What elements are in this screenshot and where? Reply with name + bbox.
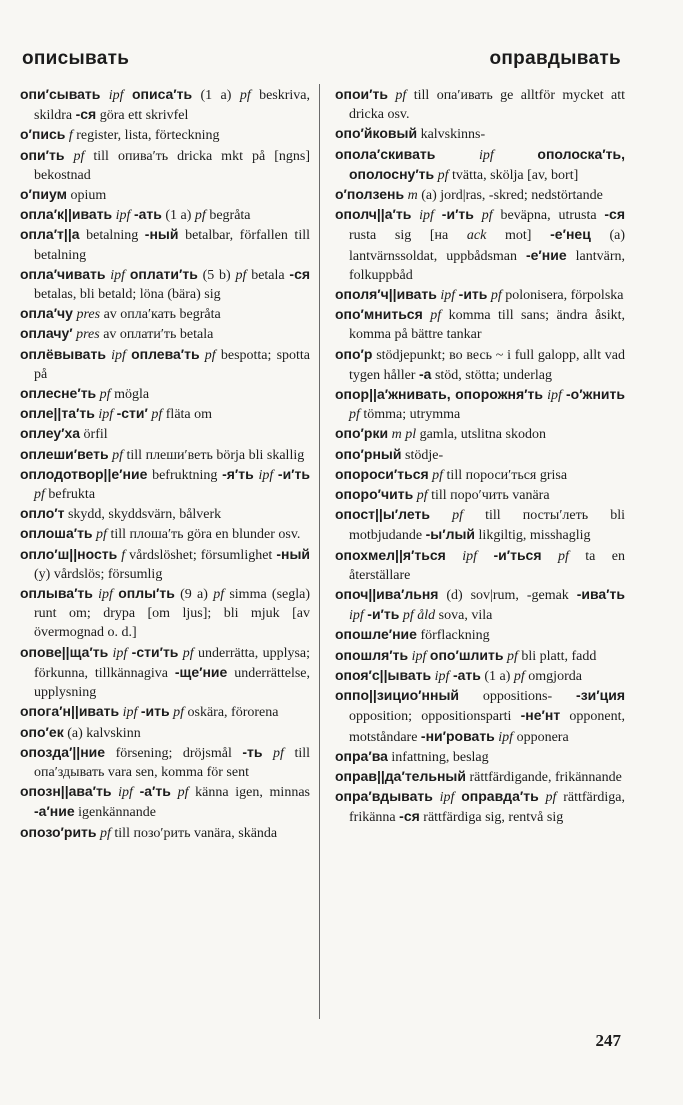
headword: опо′р [335, 345, 373, 362]
headword: опоя′с||ывать [335, 666, 432, 683]
headword: опозда′||ние [20, 743, 106, 760]
definition-text: till опа′здывать vara sen, komma för sent [34, 745, 311, 780]
header-left-word: описывать [22, 48, 130, 69]
definition-text: av оплати′ть betala [99, 327, 214, 343]
grammar-label: ipf [98, 407, 114, 423]
definition-text: opponent, motståndare [349, 709, 625, 745]
dictionary-entry [335, 686, 625, 747]
definition-text: likgiltig, misshaglig [475, 528, 591, 544]
definition-text: till опа′ивать ge alltför mycket att dricka osv. [349, 88, 625, 123]
dictionary-entry [20, 304, 310, 324]
grammar-label: ipf [419, 208, 434, 224]
definition-text [539, 790, 546, 805]
bold-form: опо′шлить [429, 646, 504, 663]
dictionary-entry [335, 445, 625, 465]
headword: опло′т [20, 505, 65, 522]
definition-text: rusta sig [на [349, 228, 467, 244]
grammar-label: m pl [391, 427, 417, 443]
bold-form: -ть [242, 743, 263, 760]
headword: опо′йковый [335, 125, 418, 142]
definition-text: komma till sans; ändra åsikt, komma på bättre tankar [349, 308, 625, 343]
bold-form: -не′нт [520, 707, 561, 724]
dictionary-entry [20, 702, 310, 722]
definition-text: tömma; utrymma [359, 407, 461, 423]
definition-text: försening; dröjsmål [105, 745, 243, 761]
dictionary-entry [20, 205, 310, 225]
definition-text: (d) sov|rum, -gemak [438, 588, 577, 604]
grammar-label: pf [194, 208, 206, 224]
definition-text: skydd, skyddsvärn, bålverk [64, 507, 222, 523]
headword: опозо′рить [20, 823, 97, 840]
definition-text: betalning [79, 228, 145, 244]
definition-text: stöd, stötta; underlag [431, 367, 552, 383]
dictionary-entry [335, 585, 625, 625]
grammar-label: ipf [462, 548, 478, 564]
definition-text: (1 a) [161, 208, 195, 224]
definition-text [433, 790, 440, 805]
definition-text: rättfärdigande, frikännande [465, 769, 622, 785]
bold-form: -е′нец [550, 226, 591, 243]
definition-text: omgjorda [524, 668, 582, 684]
grammar-label: pf [452, 508, 463, 524]
grammar-label: pf [437, 167, 449, 183]
headword: ополя′ч||ивать [335, 286, 437, 303]
grammar-label: f [68, 128, 73, 144]
bold-form: -о′жнить [565, 386, 626, 403]
grammar-label: pf [273, 745, 284, 761]
grammar-label: pf [99, 387, 111, 403]
headword: оплесне′ть [20, 385, 97, 402]
dictionary-entry [20, 524, 310, 544]
grammar-label: ipf [434, 668, 450, 684]
headword: оплыва′ть [20, 585, 93, 602]
definition-text: rättfärdiga sig, rentvå sig [419, 810, 564, 826]
definition-text: underrättelse, upplysning [34, 665, 310, 701]
dictionary-entry [335, 424, 625, 444]
dictionary-entry [335, 666, 625, 686]
definition-text: fläta om [162, 407, 213, 423]
definition-text: känna igen, minnas [188, 785, 310, 801]
grammar-label: ipf [478, 147, 494, 163]
grammar-label: f [121, 547, 126, 563]
definition-text: göra ett skrivfel [96, 108, 189, 124]
bold-form: -а′ние [34, 803, 75, 820]
grammar-label: pf [182, 645, 194, 661]
grammar-label: pf [545, 790, 557, 806]
definition-text: (a) jord|ras, -skred; nedstörtande [417, 188, 603, 204]
headword: о′ползень [335, 186, 405, 203]
bold-form: ополоска′ть, ополосну′ть [349, 145, 625, 182]
dictionary-entry [20, 265, 310, 304]
definition-text: kalvskinns- [417, 127, 486, 143]
grammar-label: pf åld [402, 608, 436, 624]
definition-text: infattning, beslag [387, 749, 489, 765]
grammar-label: pf [213, 587, 225, 603]
grammar-label: ipf [115, 208, 131, 224]
grammar-label: pf [100, 825, 111, 841]
bold-form: -ся [604, 206, 626, 223]
headword: о′пись [20, 126, 66, 143]
definition-text: oppositions- [459, 689, 577, 705]
headword: оправ||да′тельный [335, 767, 466, 784]
headword: опо′мниться [335, 306, 423, 323]
definition-text [474, 208, 482, 223]
headword: оплеу′ха [20, 425, 81, 442]
grammar-label: ipf [258, 467, 274, 483]
bold-form: -ива′ть [576, 586, 625, 603]
dictionary-entry [335, 185, 625, 205]
grammar-label: pf [235, 267, 247, 283]
dictionary-entry [335, 85, 625, 124]
definition-text: tvätta, skölja [av, bort] [448, 167, 579, 183]
dictionary-entry [20, 225, 310, 264]
dictionary-entry [335, 485, 625, 505]
definition-text: till посты′леть bli motbjudande [349, 508, 625, 544]
definition-text: oskära, förorena [184, 705, 279, 721]
dictionary-entry [20, 384, 310, 404]
bold-form: -ни′ровать [420, 727, 495, 744]
headword: оплёвывать [20, 345, 106, 362]
headword: опо′рки [335, 425, 389, 442]
grammar-label: pf [481, 208, 493, 224]
bold-form: -ы′лый [425, 526, 476, 543]
definition-text: betala [246, 267, 290, 283]
bold-form: -сти′ [116, 405, 148, 422]
headword: опла′т||а [20, 226, 80, 243]
headword: оплоша′ть [20, 525, 93, 542]
dictionary-entry [20, 185, 310, 205]
definition-text: till плеши′веть börja bli skallig [123, 447, 305, 463]
bold-form: -а [418, 365, 432, 382]
dictionary-entry [20, 324, 310, 344]
bold-form: -ать [133, 206, 162, 223]
definition-text: (5 b) [197, 267, 236, 283]
definition-text: av опла′кать begråta [100, 307, 221, 323]
definition-text [494, 148, 538, 163]
grammar-label: ipf [111, 347, 126, 363]
headword: опра′вдывать [335, 788, 433, 805]
definition-text: till пороси′ться grisa [443, 467, 568, 483]
dictionary-entry [335, 546, 625, 585]
grammar-label: pf [395, 88, 407, 103]
grammar-label: ipf [498, 729, 514, 745]
definition-text: till плоша′ть göra en blunder osv. [106, 527, 301, 543]
grammar-label: pf [416, 488, 428, 504]
dictionary-entry [335, 205, 625, 285]
grammar-label: pf [557, 548, 569, 564]
dictionary-entry [20, 404, 310, 424]
definition-text: lantvärn, folkuppbåd [349, 248, 625, 283]
definition-text: (1 a) [480, 668, 514, 684]
definition-text [430, 508, 452, 523]
grammar-label: ipf [440, 288, 456, 304]
definition-text [133, 785, 140, 800]
definition-text: till поро′чить vanära [427, 488, 550, 504]
headword: опоро′чить [335, 486, 414, 503]
definition-text [477, 549, 493, 564]
definition-text: stödjepunkt; во весь ~ i full galopp, allt vad tygen håller [349, 347, 625, 383]
grammar-label: ipf [112, 645, 128, 661]
grammar-label: ipf [122, 705, 138, 721]
definition-text: örfil [80, 427, 108, 443]
headword: опор||а′жнивать, опорожня′ть [335, 386, 543, 403]
definition-text: mögla [110, 387, 150, 403]
definition-text: igenkännande [74, 805, 156, 821]
headword: опи′ть [20, 146, 65, 163]
definition-text [100, 88, 108, 103]
headword: опле||та′ть [20, 405, 95, 422]
dictionary-entry [20, 743, 310, 782]
definition-text: polonisera, förpolska [501, 288, 624, 304]
definition-text: rättfärdiga, frikänna [349, 790, 625, 826]
headword: опо′ек [20, 723, 64, 740]
dictionary-entry [335, 747, 625, 767]
dictionary-entry [20, 445, 310, 465]
grammar-label: m [407, 188, 418, 204]
definition-text: till опива′ть dricka mkt på [ngns] bekostnad [34, 148, 310, 183]
grammar-label: pres [76, 327, 100, 343]
grammar-label: pf [239, 88, 251, 103]
grammar-label: pf [349, 407, 360, 423]
headword: опороси′ться [335, 465, 429, 482]
bold-form: -ся [399, 808, 420, 825]
dictionary-entry [20, 782, 310, 822]
headword: опове||ща′ть [20, 643, 109, 660]
definition-text: (a) kalvskinn [63, 725, 141, 741]
definition-text: befruktning [147, 467, 223, 483]
grammar-label: pf [430, 308, 442, 324]
dictionary-entry [335, 625, 625, 645]
bold-form: -ный [144, 226, 179, 243]
grammar-label: ipf [349, 608, 364, 624]
right-column [335, 85, 625, 828]
definition-text: förflackning [416, 628, 490, 644]
bold-form: -зи′ция [576, 687, 625, 704]
grammar-label: pf [513, 668, 525, 684]
definition-text: sova, vila [435, 608, 493, 624]
definition-text: gamla, utslitna skodon [416, 427, 546, 443]
dictionary-entry [20, 823, 310, 843]
definition-text: register, lista, förteckning [72, 128, 220, 144]
grammar-label: pf [490, 288, 502, 304]
definition-text [171, 785, 178, 800]
dictionary-entry [20, 424, 310, 444]
dictionary-entry [20, 584, 310, 643]
definition-text [446, 549, 462, 564]
dictionary-entry [335, 767, 625, 787]
headword: ополч||а′ть [335, 206, 412, 223]
definition-text [124, 88, 132, 103]
left-column [20, 85, 310, 843]
headword: опи′сывать [20, 86, 101, 102]
grammar-label: ack [466, 228, 487, 244]
definition-text: (1 a) [192, 88, 240, 103]
definition-text [542, 549, 558, 564]
definition-text: (a) lantvärnssoldat, uppbådsman [349, 228, 625, 264]
definition-text: ta en återställare [349, 548, 626, 583]
dictionary-entry [20, 504, 310, 524]
headword: оплачу′ [20, 325, 73, 342]
headword: опо′рный [335, 445, 402, 462]
definition-text: vårdslöshet; försumlighet [125, 547, 277, 563]
definition-text [411, 208, 419, 223]
dictionary-entry [20, 545, 310, 584]
bold-form: -ить [458, 286, 488, 303]
definition-text: opium [66, 188, 107, 204]
headword: опозн||ава′ть [20, 783, 112, 800]
dictionary-entry [335, 385, 625, 424]
grammar-label: pf [173, 705, 185, 721]
headword: оппо||зицио′нный [335, 687, 460, 704]
definition-text: beväpna, utrusta [492, 208, 605, 224]
grammar-label: ipf [108, 88, 124, 103]
definition-text: (9 a) [174, 587, 214, 603]
definition-text: beskriva, skildra [34, 88, 311, 124]
definition-text: begråta [205, 208, 251, 224]
bold-form: -и′ться [493, 546, 542, 563]
grammar-label: pf [506, 648, 518, 664]
grammar-label: pf [73, 148, 85, 164]
definition-text [434, 208, 442, 223]
dictionary-entry [20, 345, 310, 384]
headword: опошля′ть [335, 646, 409, 663]
definition-text: bespotta; spotta på [34, 347, 311, 382]
grammar-label: ipf [118, 785, 133, 801]
dictionary-entry [335, 145, 625, 185]
bold-form: оплати′ть [129, 265, 198, 282]
grammar-label: ipf [98, 587, 113, 603]
headword: опла′к||ивать [20, 206, 113, 223]
definition-text [435, 148, 479, 163]
dictionary-entry [20, 85, 310, 125]
definition-text: till позо′рить vanära, skända [110, 825, 278, 841]
headword: опла′чивать [20, 265, 106, 282]
dictionary-entry [335, 465, 625, 485]
grammar-label: pf [96, 527, 107, 543]
bold-form: -а′ть [139, 783, 171, 800]
dictionary-entry [20, 146, 310, 185]
bold-form: -ный [276, 545, 311, 562]
grammar-label: pf [151, 407, 163, 423]
bold-form: описа′ть [131, 86, 193, 102]
grammar-label: ipf [110, 267, 126, 283]
dictionary-entry [20, 723, 310, 743]
headword: опошле′ние [335, 626, 417, 643]
dictionary-entry [335, 124, 625, 144]
definition-text: bli platt, fadd [517, 648, 597, 664]
dictionary-entry [20, 643, 310, 703]
headword: оплодотвор||е′ние [20, 465, 148, 482]
definition-text: befrukta [44, 487, 96, 503]
bold-form: -и′ть [441, 206, 474, 223]
definition-text: (y) vårdslös; försumlig [34, 566, 163, 582]
header-right-word: оправдывать [489, 48, 621, 69]
bold-form: оплева′ть [131, 345, 200, 362]
grammar-label: ipf [547, 388, 562, 404]
definition-text: opponera [513, 729, 569, 745]
headword: опост||ы′леть [335, 506, 430, 523]
dictionary-entry [20, 125, 310, 145]
grammar-label: pres [76, 307, 101, 323]
definition-text: mot] [486, 228, 551, 244]
dictionary-entry [335, 505, 625, 545]
headword: опло′ш||ность [20, 545, 118, 562]
bold-form: -ще′ние [174, 663, 228, 680]
page-number: 247 [595, 1031, 621, 1050]
bold-form: -и′ть [367, 606, 400, 623]
bold-form: -ать [452, 666, 481, 683]
headword: опола′скивать [335, 145, 436, 162]
grammar-label: ipf [411, 648, 427, 664]
dictionary-entry [335, 646, 625, 666]
grammar-label: pf [432, 467, 444, 483]
definition-text: betalbar, förfallen till betalning [34, 228, 310, 263]
grammar-label: pf [204, 347, 216, 363]
column-divider [319, 84, 320, 1019]
grammar-label: pf [112, 447, 124, 463]
definition-text: simma (segla) runt om; drypa [om ljus]; bli mjuk [av övermognad o. d.] [34, 587, 311, 641]
bold-form: -я′ть [222, 465, 254, 482]
bold-form: -и′ть [277, 465, 310, 482]
dictionary-entry [20, 465, 310, 504]
dictionary-entry [335, 305, 625, 344]
headword: опои′ть [335, 86, 388, 102]
definition-text: underrätta, upplysa; förkunna, tillkännagiva [34, 645, 311, 681]
dictionary-entry [335, 787, 625, 827]
definition-text: stödje- [401, 447, 444, 463]
grammar-label: pf [34, 487, 45, 503]
bold-form: оправда′ть [461, 788, 539, 805]
headword: опла′чу [20, 305, 73, 322]
grammar-label: pf [177, 785, 189, 801]
grammar-label: ipf [439, 790, 455, 806]
definition-text [263, 746, 274, 761]
definition-text: betalas, bli betald; löna (bära) sig [34, 287, 221, 303]
bold-form: -сти′ть [131, 643, 179, 660]
headword: оплеши′веть [20, 445, 109, 462]
running-header [22, 40, 621, 70]
dictionary-entry [335, 285, 625, 305]
bold-form: -ить [140, 703, 170, 720]
bold-form: -ся [289, 265, 311, 282]
bold-form: -е′ние [525, 246, 567, 263]
definition-text: opposition; oppositionsparti [349, 709, 521, 725]
headword: о′пиум [20, 186, 67, 203]
headword: опоч||ива′льня [335, 586, 439, 603]
headword: опохмел||я′ться [335, 546, 446, 563]
headword: опога′н||ивать [20, 703, 120, 720]
dictionary-entry [335, 345, 625, 385]
bold-form: оплы′ть [118, 585, 175, 602]
headword: опра′ва [335, 747, 388, 764]
bold-form: -ся [75, 106, 97, 123]
